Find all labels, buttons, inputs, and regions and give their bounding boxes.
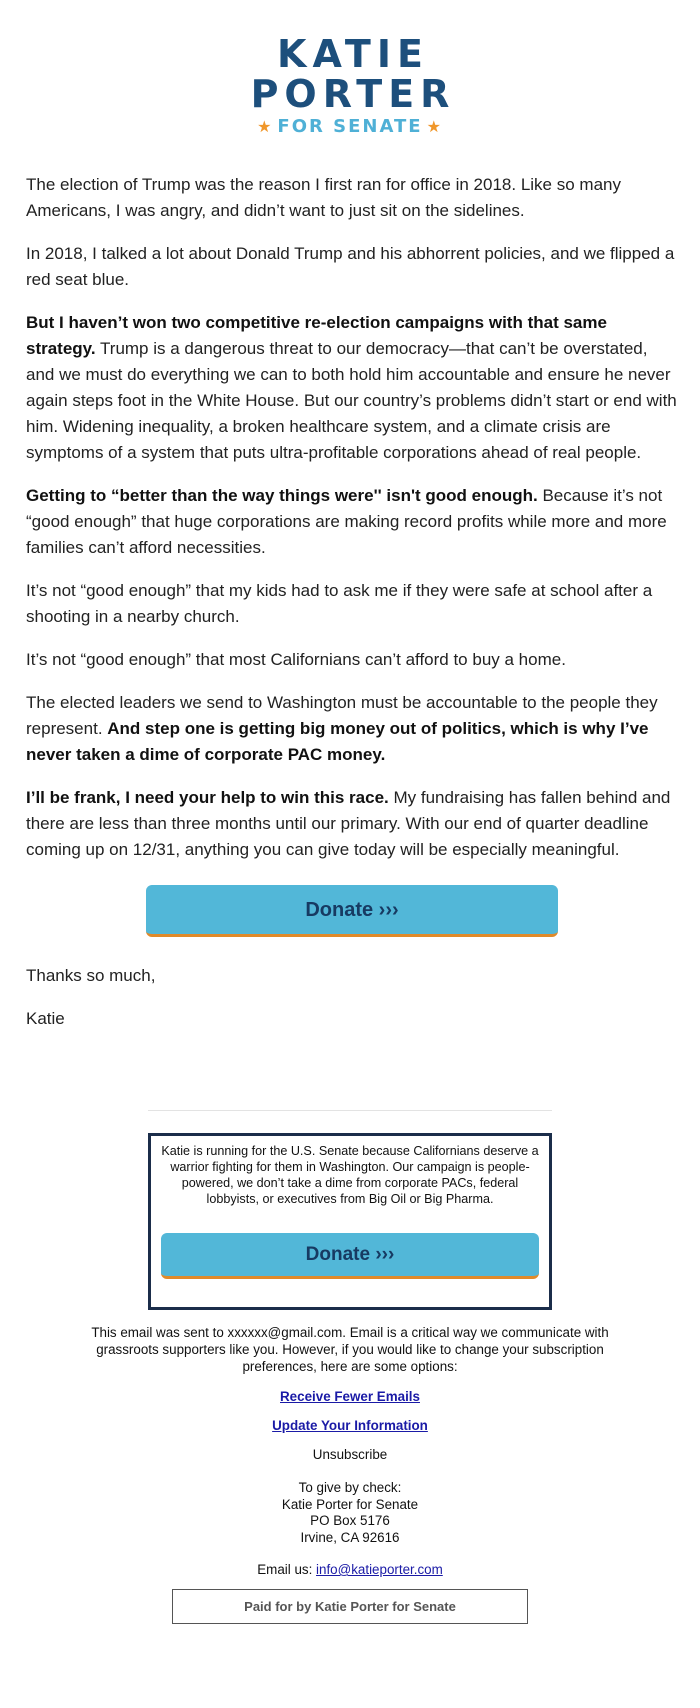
update-information-link[interactable]: Update Your Information [272, 1418, 428, 1433]
email-footer [0, 1324, 700, 1624]
paid-for-disclaimer: Paid for by Katie Porter for Senate [172, 1589, 528, 1624]
contact-email [0, 1562, 700, 1577]
donate-button-wrap [26, 885, 678, 937]
logo-line-katie: KATIE [277, 32, 429, 76]
campaign-info-text: Katie is running for the U.S. Senate because Californians deserve a warrior fighting for them in Washington. Our campaign is people-powered, we don’t take a dime from corporate PACs, federal lobbyists, or executives from Big Oil or Big Pharma. [161, 1144, 539, 1206]
paragraph-7-bold: And step one is getting big money out of politics, which is why I’ve never taken a dime of corporate PAC money. [26, 719, 649, 764]
paragraph-4-bold: Getting to “better than the way things were'' isn't good enough. [26, 486, 538, 505]
check-city: Irvine, CA 92616 [300, 1529, 400, 1545]
check-heading: To give by check: [298, 1480, 402, 1495]
paragraph-8-text: My fundraising has fallen behind and there are less than three months until our primary. With our end of quarter deadline coming up on 12/31, anything you can give today will be especially meaningful. [26, 788, 671, 859]
subscription-note: This email was sent to xxxxxx@gmail.com. Email is a critical way we communicate with grassroots supporters like you. However, if you would like to change your subscription preferences, here are some options: [91, 1325, 609, 1374]
paragraph-4-text: Because it’s not “good enough” that huge corporations are making record profits while more and more families can’t afford necessities. [26, 486, 667, 557]
footer-divider [148, 1110, 552, 1111]
campaign-logo [0, 0, 700, 137]
paragraph-1: The election of Trump was the reason I first ran for office in 2018. Like so many Americans, I was angry, and didn’t want to just sit on the sidelines. [26, 175, 621, 220]
paragraph-2: In 2018, I talked a lot about Donald Trump and his abhorrent policies, and we flipped a red seat blue. [26, 244, 675, 289]
check-name: Katie Porter for Senate [281, 1496, 419, 1512]
logo-line-porter: PORTER [250, 72, 456, 116]
star-icon: ★ [426, 117, 443, 136]
email-body [0, 172, 700, 1032]
paragraph-7-text: The elected leaders we send to Washington must be accountable to the people they represent. [26, 693, 658, 738]
receive-fewer-emails-link[interactable]: Receive Fewer Emails [280, 1389, 420, 1404]
star-icon: ★ [257, 117, 274, 136]
contact-email-label: Email us: [257, 1562, 317, 1577]
check-address [0, 1480, 700, 1546]
paragraph-8 [26, 785, 678, 863]
paragraph-8-bold: I’ll be frank, I need your help to win this race. [26, 788, 389, 807]
paragraph-3-bold: But I haven’t won two competitive re-election campaigns with that same strategy. [26, 313, 607, 358]
paragraph-6: It’s not “good enough” that most Californians can’t afford to buy a home. [26, 650, 566, 669]
paragraph-5: It’s not “good enough” that my kids had to ask me if they were safe at school after a shooting in a nearby church. [26, 581, 653, 626]
donate-button[interactable]: Donate ››› [146, 885, 558, 937]
paragraph-7 [26, 690, 678, 768]
paragraph-3-text: Trump is a dangerous threat to our democracy—that can’t be overstated, and we must do everything we can to both hold him accountable and ensure he never again steps foot in the White House. But our country’s problems didn’t start or end with him. Widening inequality, a broken healthcare system, and a climate crisis are symptoms of a system that puts ultra-profitable corporations ahead of real people. [26, 339, 677, 462]
check-po-box: PO Box 5176 [310, 1513, 390, 1528]
campaign-info-box [148, 1133, 552, 1310]
unsubscribe-link[interactable]: Unsubscribe [312, 1447, 388, 1462]
donate-button-secondary[interactable]: Donate ››› [161, 1233, 539, 1279]
contact-email-link[interactable]: info@katieporter.com [316, 1562, 443, 1577]
closing-thanks: Thanks so much, [26, 966, 156, 985]
signature: Katie [26, 1009, 65, 1028]
logo-subtitle [0, 116, 700, 137]
paragraph-3 [26, 310, 678, 466]
paragraph-4 [26, 483, 678, 561]
logo-subtitle-text: FOR SENATE [277, 116, 423, 137]
